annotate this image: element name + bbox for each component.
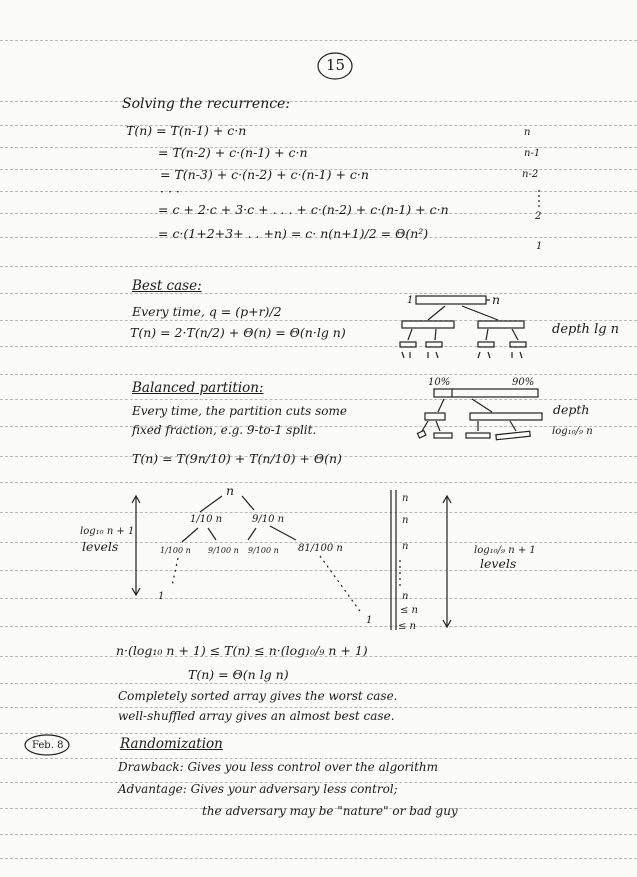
recurrence-heading: Solving the recurrence: [122,96,291,112]
side-value-1: n [524,127,531,138]
tree-level1-left: 1/10 n [190,514,223,525]
tree-column-value-2: n [402,515,409,526]
recurrence-line-1: T(n) = T(n-1) + c·n [126,123,247,138]
balanced-partition-figure [417,389,542,440]
recurrence-line-3: = T(n-3) + c·(n-2) + c·(n-1) + c·n [160,167,369,182]
side-value-5: 1 [536,241,543,252]
randomization-advantage: Advantage: Gives your adversary less control; [118,782,398,796]
best-case-heading: Best case: [132,278,202,294]
tree-column-value-6: ≤ n [398,621,416,632]
best-case-fig-left-label: 1 [407,295,414,306]
bounds-note-2: well-shuffled array gives an almost best case. [118,709,395,723]
tree-level2-3: 9/100 n [248,546,279,555]
tree-leaf-left: 1 [158,591,165,602]
tree-column-value-5: ≤ n [400,605,418,616]
side-value-4: 2 [535,211,542,222]
best-case-depth-label: depth lg n [552,322,620,337]
tree-level2-1: 1/100 n [160,546,191,555]
bounds-inequality: n·(log₁₀ n + 1) ≤ T(n) ≤ n·(log₁₀/₉ n + 1) [116,643,368,658]
best-case-line-2: T(n) = 2·T(n/2) + Θ(n) = Θ(n·lg n) [130,325,346,340]
balanced-depth-value: log₁₀/₉ n [552,426,593,437]
tree-left-label-2: levels [82,539,119,554]
balanced-line-2: fixed fraction, e.g. 9-to-1 split. [132,423,317,437]
tree-left-label-1: log₁₀ n + 1 [80,526,135,537]
balanced-depth-label: depth [553,402,590,417]
bounds-result: T(n) = Θ(n lg n) [188,667,289,682]
tree-level1-right: 9/10 n [252,514,285,525]
tree-level2-4: 81/100 n [298,543,343,554]
best-case-fig-right-label: n [492,292,501,307]
tree-right-label-2: levels [480,556,517,571]
tree-level2-2: 9/100 n [208,546,239,555]
balanced-pct-right: 90% [512,377,535,388]
balanced-line-1: Every time, the partition cuts some [132,404,347,418]
tree-right-label-1: log₁₀/₉ n + 1 [474,545,536,556]
best-case-partition-figure [400,296,526,358]
recurrence-line-5: = c + 2·c + 3·c + . . . + c·(n-2) + c·(n-1) + c·n [158,202,449,217]
recurrence-line-6: = c·(1+2+3+ . . +n) = c· n(n+1)/2 = Θ(n²) [158,226,429,241]
randomization-advantage-cont: the adversary may be "nature" or bad guy [202,804,458,818]
randomization-heading: Randomization [120,736,223,752]
balanced-heading: Balanced partition: [132,380,264,396]
balanced-recurrence: T(n) = T(9n/10) + T(n/10) + Θ(n) [132,451,342,466]
balanced-pct-left: 10% [428,377,451,388]
tree-column-value-4: n [402,591,409,602]
randomization-drawback: Drawback: Gives you less control over the algorithm [118,760,438,774]
recurrence-line-4: · · · [160,184,180,199]
tree-leaf-right: 1 [366,615,373,626]
lecture-date: Feb. 8 [32,740,64,751]
tree-root: n [226,483,235,498]
page-number: 15 [326,56,346,74]
recurrence-line-2: = T(n-2) + c·(n-1) + c·n [158,145,308,160]
tree-column-value-3: n [402,541,409,552]
side-value-2: n-1 [524,148,541,159]
best-case-line-1: Every time, q = (p+r)/2 [132,304,282,319]
side-value-3: n-2 [522,169,539,180]
tree-column-value-1: n [402,493,409,504]
bounds-note-1: Completely sorted array gives the worst case. [118,689,398,703]
